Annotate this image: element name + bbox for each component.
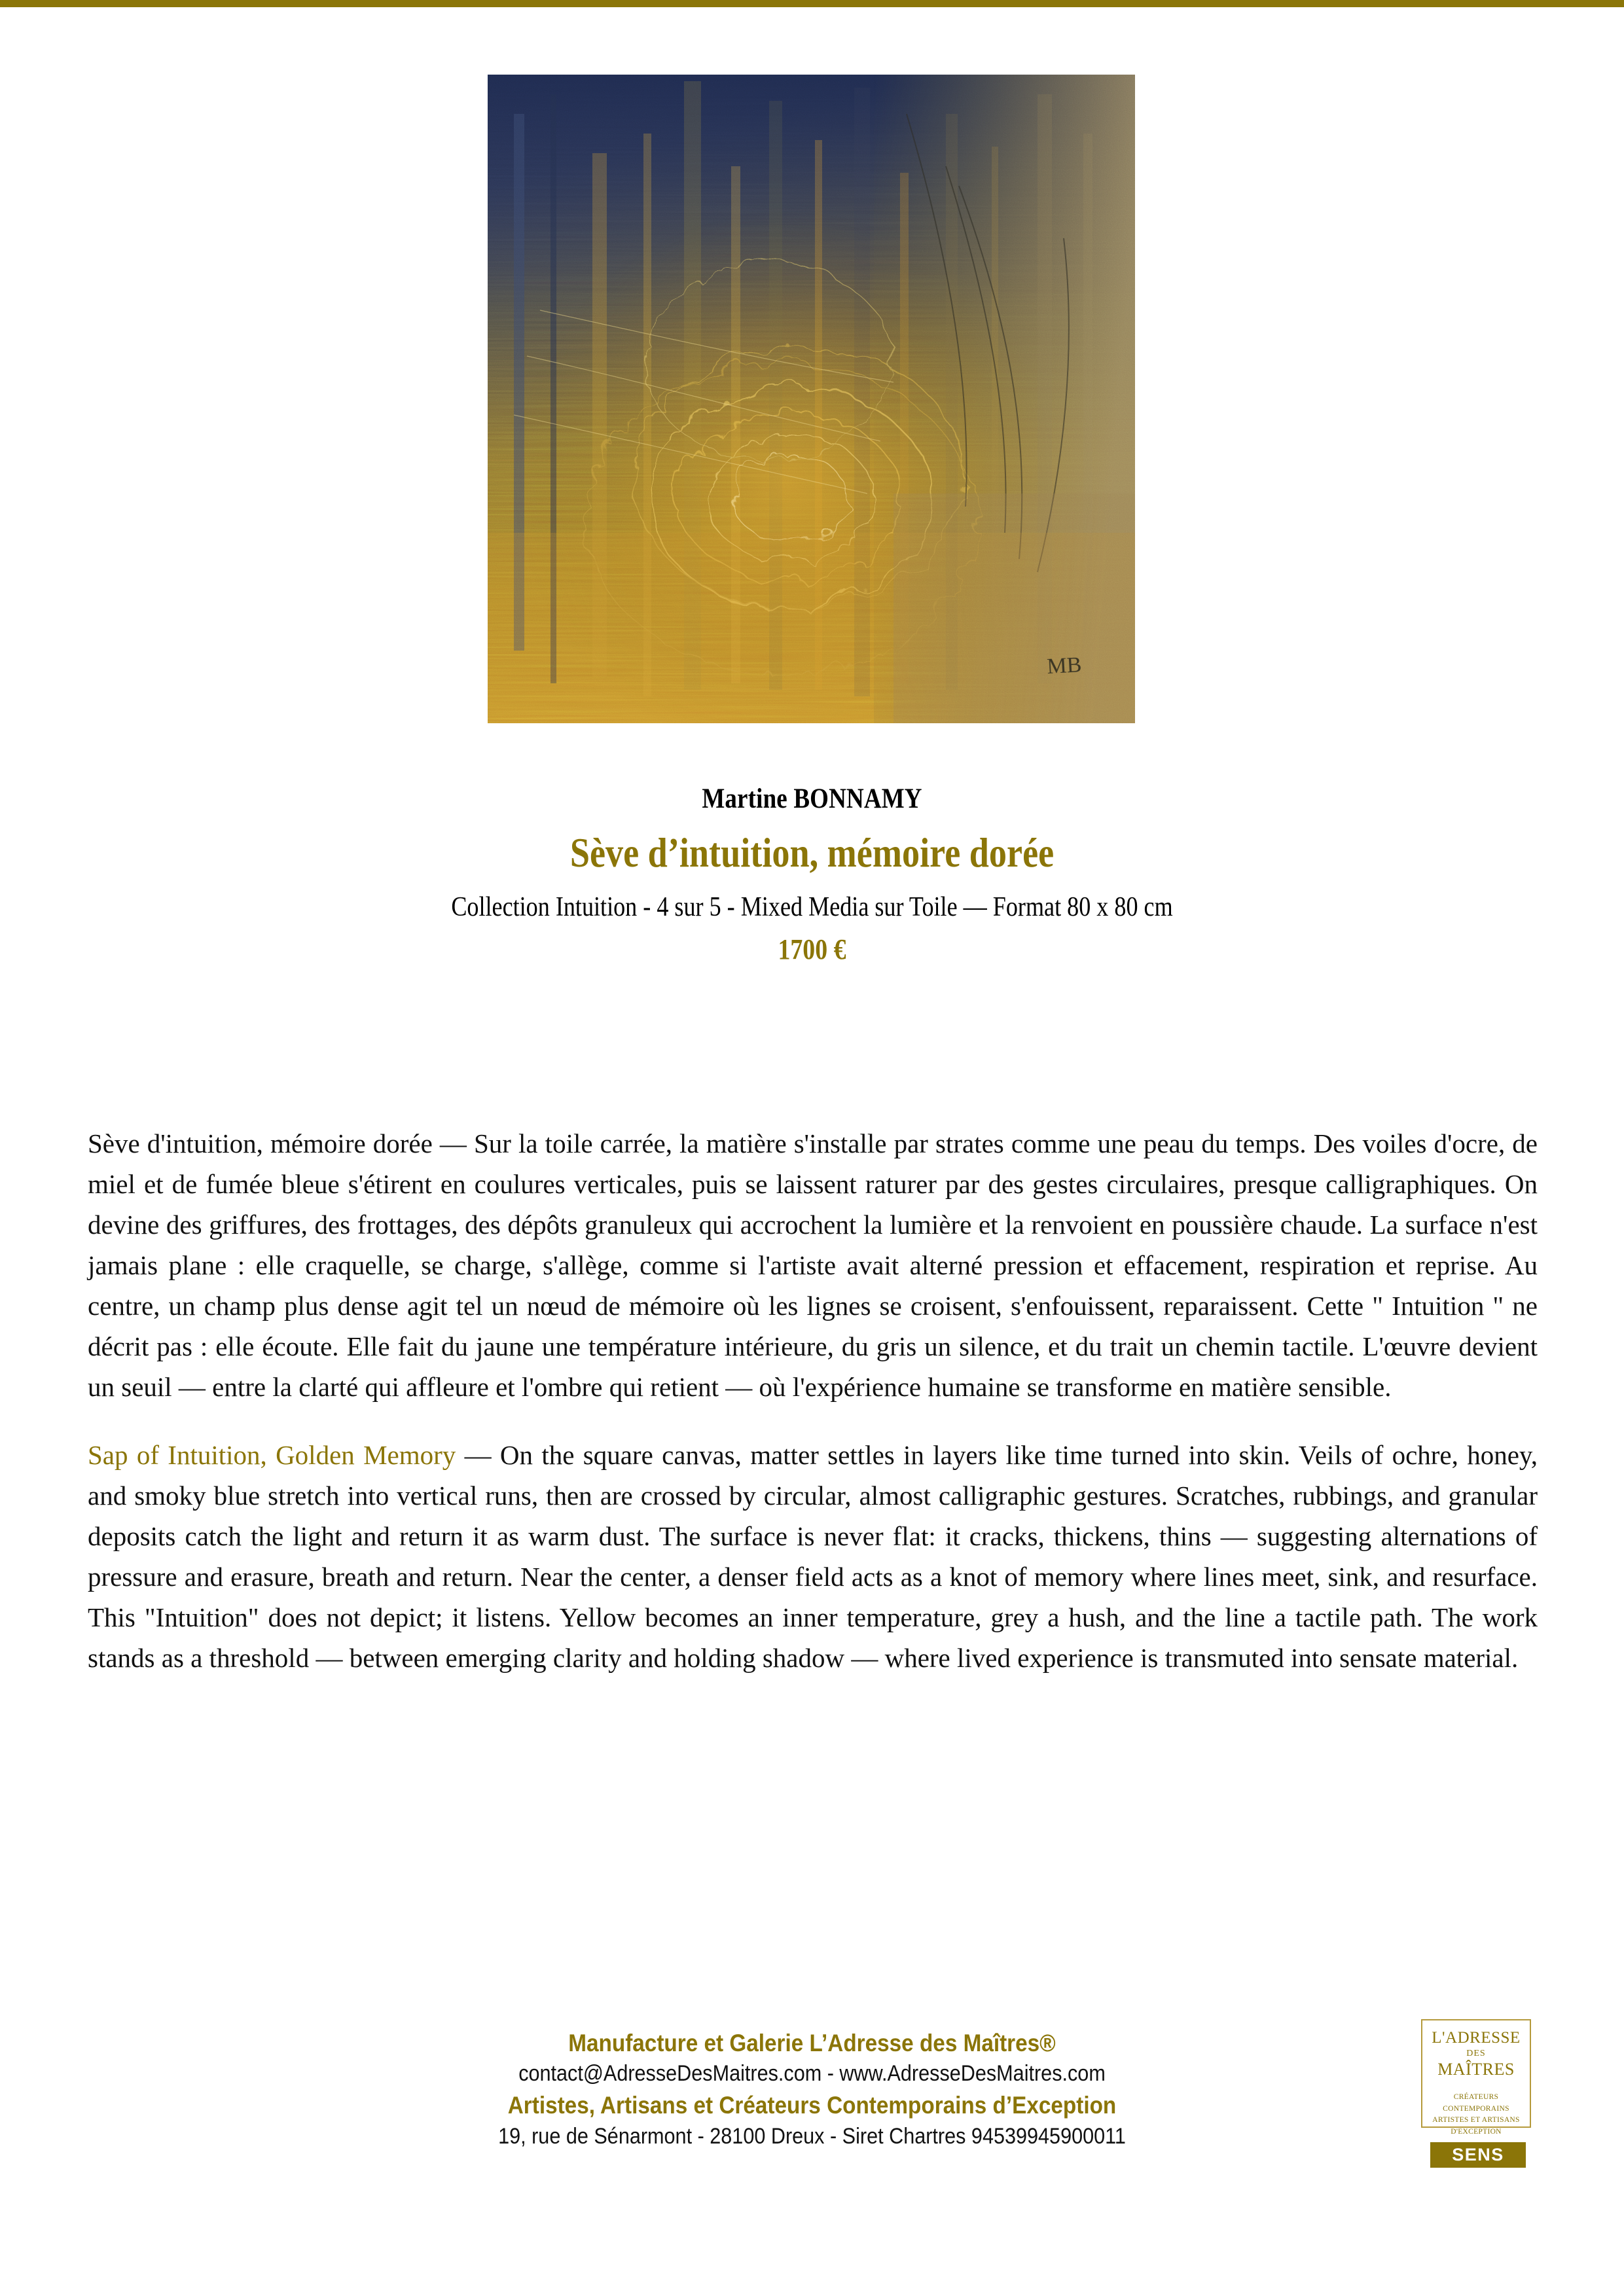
description-block <box>88 1123 1538 1706</box>
footer-tagline: Artistes, Artisans et Créateurs Contemporains d’Exception <box>507 2092 1117 2119</box>
artwork-details: Collection Intuition - 4 sur 5 - Mixed Media sur Toile — Format 80 x 80 cm <box>451 892 1173 922</box>
description-lead-en: Sap of Intuition, Golden Memory <box>88 1440 456 1470</box>
footer-contact-line[interactable]: contact@AdresseDesMaitres.com - www.AdresseDesMaitres.com <box>518 2061 1106 2086</box>
page-footer <box>0 2030 1624 2239</box>
artist-name: Martine BONNAMY <box>702 783 922 814</box>
artwork-image-container <box>488 75 1135 723</box>
description-paragraph-en <box>88 1435 1538 1678</box>
description-lead-fr: Sève d'intuition, mémoire dorée <box>88 1128 433 1158</box>
description-body-fr: — Sur la toile carrée, la matière s'installe par strates comme une peau du temps. Des voiles d'ocre, de miel et de fumée bleue s'étirent en coulures verticales, puis se laissent raturer par des gestes circulaires, presque calligraphiques. On devine des griffures, des frottages, des dépôts granuleux qui accrochent la lumière et la renvoient en poussière chaude. La surface n'est jamais plane : elle craquelle, se charge, s'allège, comme si l'artiste avait alterné pression et effacement, respiration et reprise. Au centre, un champ plus dense agit tel un nœud de mémoire où les lignes se croisent, s'enfouissent, reparaissent. Cette " Intuition " ne décrit pas : elle écoute. Elle fait du jaune une température intérieure, du gris un silence, et du trait un chemin tactile. L'œuvre devient un seuil — entre la clarté qui affleure et l'ombre qui retient — où l'expérience humaine se transforme en matière sensible. <box>88 1128 1538 1402</box>
footer-address-line: 19, rue de Sénarmont - 28100 Dreux - Siret Chartres 94539945900011 <box>498 2124 1126 2149</box>
brand-logo-block <box>1421 2019 1534 2168</box>
logo-subtitle-line-1: CRÉATEURS CONTEMPORAINS <box>1443 2092 1509 2113</box>
sens-badge[interactable]: SENS <box>1430 2142 1526 2168</box>
artwork-image <box>488 75 1135 723</box>
footer-company-name: Manufacture et Galerie L’Adresse des Maîtres® <box>568 2030 1056 2056</box>
description-paragraph-fr <box>88 1123 1538 1407</box>
page-canvas <box>0 7 1624 2296</box>
top-gold-rule <box>0 0 1624 7</box>
artwork-price: 1700 € <box>778 933 846 965</box>
logo-subtitle <box>1422 2092 1530 2138</box>
logo-card <box>1421 2019 1531 2136</box>
artwork-title: Sève d’intuition, mémoire dorée <box>569 830 1055 876</box>
logo-subtitle-line-2: ARTISTES ET ARTISANS <box>1432 2116 1520 2125</box>
logo-line-maitres: MAÎTRES <box>1437 2060 1515 2079</box>
logo-subtitle-line-3: D'EXCEPTION <box>1451 2128 1502 2136</box>
logo-line-adresse: L'ADRESSE <box>1432 2029 1521 2047</box>
svg-text:MB: MB <box>1046 653 1083 679</box>
artwork-caption <box>0 785 1624 964</box>
logo-line-des: DES <box>1466 2049 1486 2059</box>
description-body-en: — On the square canvas, matter settles in layers like time turned into skin. Veils of ochre, honey, and smoky blue stretch into vertical runs, then are crossed by circular, almost calligraphic gestures. Scratches, rubbings, and granular deposits catch the light and return it as warm dust. The surface is never flat: it cracks, thickens, thins — suggesting alternations of pressure and erasure, breath and return. Near the center, a denser field acts as a knot of memory where lines meet, sink, and resurface. This "Intuition" does not depict; it listens. Yellow becomes an inner temperature, grey a hush, and the line a tactile path. The work stands as a threshold — between emerging clarity and holding shadow — where lived experience is transmuted into sensate material. <box>88 1440 1538 1673</box>
